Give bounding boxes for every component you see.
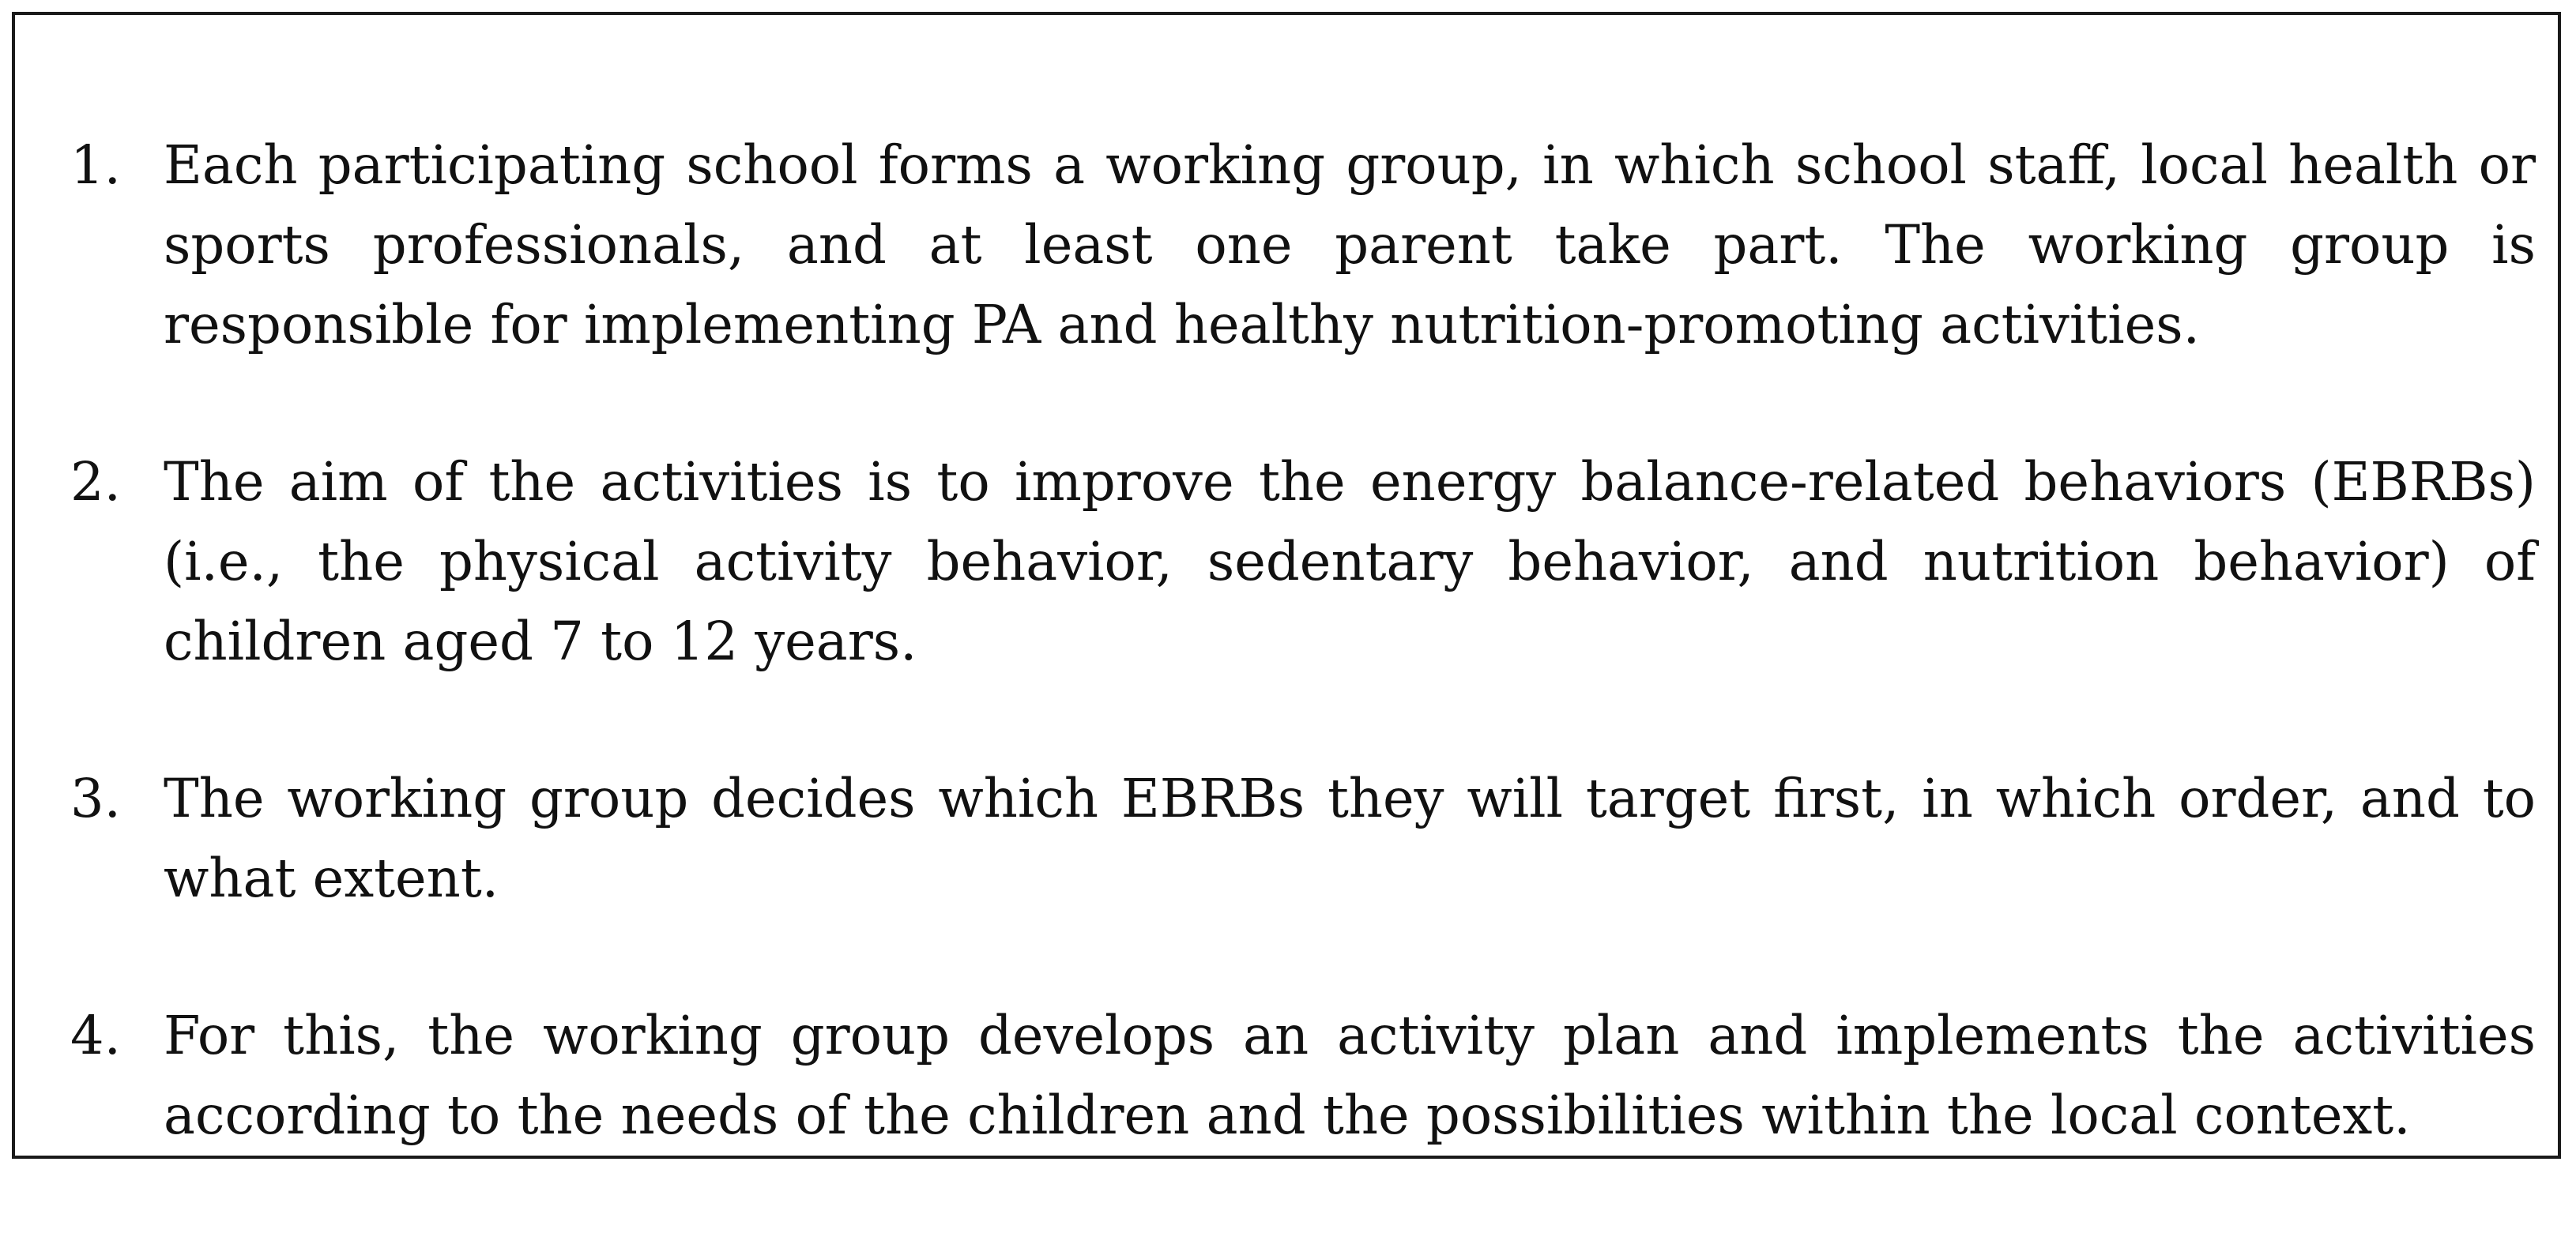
list-item-number: 2. bbox=[70, 451, 121, 513]
list-item bbox=[70, 996, 2536, 1156]
list-item-text: Each participating school forms a working group, in which school staff, local health or sports professionals, and at least one parent take part. The working group is responsible for implementing PA and healthy nutrition-promoting activities. bbox=[164, 134, 2536, 355]
list-item bbox=[70, 126, 2536, 365]
list-item-text: The aim of the activities is to improve the energy balance-related behaviors (EBRBs) (i.e., the physical activity behavior, sedentary behavior, and nutrition behavior) of children aged 7 to 12 years. bbox=[164, 451, 2536, 672]
list-item-number: 1. bbox=[70, 134, 121, 196]
list-item-text: For this, the working group develops an activity plan and implements the activities according to the needs of the children and the possibilities within the local context. bbox=[164, 1005, 2536, 1146]
list-item-number: 4. bbox=[70, 1005, 121, 1066]
text-box-frame bbox=[12, 12, 2561, 1159]
list-item-number: 3. bbox=[70, 768, 121, 829]
list-item-text: The working group decides which EBRBs they will target first, in which order, and to what extent. bbox=[164, 768, 2536, 909]
list-item bbox=[70, 759, 2536, 919]
list-item bbox=[70, 442, 2536, 682]
numbered-list bbox=[70, 126, 2536, 1233]
